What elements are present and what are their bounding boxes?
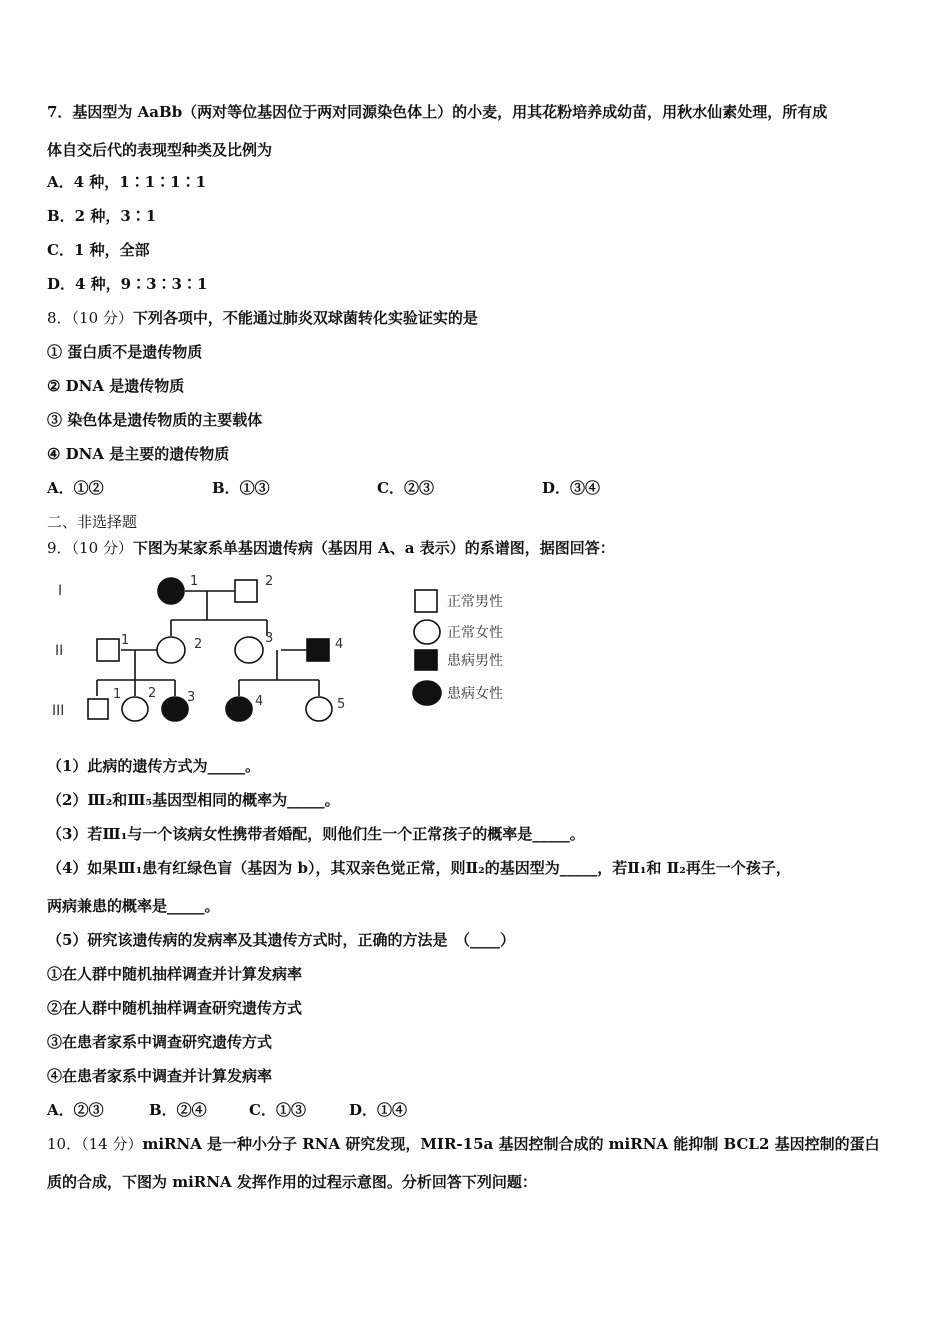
q8-option-c: C．②③ [377,479,434,497]
pedigree-iii4-affected-female [226,697,252,721]
q8-option-d: D．③④ [542,479,601,497]
pedigree-gen-label-2: II [55,643,64,659]
legend-affected-female-label: 患病女性 [447,686,503,702]
pedigree-chart [45,568,565,738]
q8-item-1: ① 蛋白质不是遗传物质 [47,343,203,361]
q9-sub5-item-4: ④在患者家系中调查并计算发病率 [47,1067,273,1085]
q9-stem-text: 下图为某家系单基因遗传病（基因用 A、a 表示）的系谱图，据图回答： [132,539,615,557]
q9-sub5: （5）研究该遗传病的发病率及其遗传方式时，正确的方法是 （____） [47,931,515,949]
q10-stem-text-1: miRNA 是一种小分子 RNA 研究发现，MIR-15a 基因控制合成的 miRNA 能抑制 BCL2 基因控制的蛋白 [142,1135,880,1153]
q9-sub2: （2）Ⅲ₂和Ⅲ₅基因型相同的概率为_____。 [47,791,340,809]
pedigree-ii3-normal-female [235,637,263,663]
q9-sub4-line1: （4）如果Ⅲ₁患有红绿色盲（基因为 b），其双亲色觉正常，则Ⅱ₂的基因型为_____，若Ⅱ₁和 Ⅱ₂再生一个孩子， [47,859,791,877]
q9-option-c: C．①③ [249,1101,306,1119]
q9-option-a: A．②③ [47,1101,104,1119]
q9-number: 9．（10 分） [47,539,133,557]
q7-option-a: A．4 种，1∶1∶1∶1 [47,173,207,191]
q9-sub5-item-3: ③在患者家系中调查研究遗传方式 [47,1033,273,1051]
q9-sub3: （3）若Ⅲ₁与一个该病女性携带者婚配，则他们生一个正常孩子的概率是_____。 [47,825,585,843]
pedigree-num-ii3: 3 [265,631,274,646]
q7-option-d: D．4 种，9∶3∶3∶1 [47,275,208,293]
legend-normal-female-label: 正常女性 [447,625,503,641]
q9-sub5-item-2: ②在人群中随机抽样调查研究遗传方式 [47,999,303,1017]
q8-item-4: ④ DNA 是主要的遗传物质 [47,445,230,463]
pedigree-i2-normal-male [235,580,257,602]
q9-option-d: D．①④ [349,1101,408,1119]
pedigree-iii5-normal-female [306,697,332,721]
q8-item-3: ③ 染色体是遗传物质的主要载体 [47,411,263,429]
q10-stem-line2: 质的合成，下图为 miRNA 发挥作用的过程示意图。分析回答下列问题： [47,1173,537,1191]
pedigree-num-i1: 1 [190,574,199,589]
q9-sub5-item-1: ①在人群中随机抽样调查并计算发病率 [47,965,303,983]
pedigree-num-iii2: 2 [148,686,157,701]
q9-stem [47,538,615,558]
q10-number: 10．（14 分） [47,1135,143,1153]
section-title: 二、非选择题 [47,513,138,531]
pedigree-ii1-normal-male [97,639,119,661]
pedigree-gen-label-1: I [58,583,63,599]
q8-option-b: B．①③ [212,479,270,497]
pedigree-num-ii1: 1 [121,633,130,648]
pedigree-ii2-normal-female [157,637,185,663]
q7-option-c: C．1 种，全部 [47,241,150,259]
q10-stem-line1 [47,1134,880,1154]
pedigree-i1-affected-female [158,578,184,604]
q9-sub1: （1）此病的遗传方式为_____。 [47,757,260,775]
q7-option-b: B．2 种，3∶1 [47,207,157,225]
pedigree-num-i2: 2 [265,574,274,589]
legend-affected-female-icon [413,681,441,705]
q8-stem-text: 下列各项中，不能通过肺炎双球菌转化实验证实的是 [132,309,478,327]
pedigree-num-ii2: 2 [194,637,203,652]
q9-sub4-line2: 两病兼患的概率是_____。 [47,897,220,915]
pedigree-num-iii3: 3 [187,690,196,705]
pedigree-gen-label-3: III [52,703,65,719]
pedigree-num-iii5: 5 [337,697,346,712]
q8-option-a: A．①② [47,479,104,497]
q7-stem-line1: 7．基因型为 AaBb（两对等位基因位于两对同源染色体上）的小麦，用其花粉培养成幼苗，用秋水仙素处理，所有成 [47,103,828,121]
pedigree-iii3-affected-female [162,697,188,721]
pedigree-num-iii4: 4 [255,694,264,709]
pedigree-num-ii4: 4 [335,637,344,652]
q7-stem-line2: 体自交后代的表现型种类及比例为 [47,141,273,159]
q8-item-2: ② DNA 是遗传物质 [47,377,185,395]
legend-affected-male-icon [415,650,437,670]
pedigree-iii1-normal-male [88,699,108,719]
legend-normal-male-label: 正常男性 [447,594,503,610]
q8-stem [47,308,478,328]
pedigree-ii4-affected-male [307,639,329,661]
legend-normal-female-icon [414,620,440,644]
q8-number: 8．（10 分） [47,309,133,327]
legend-affected-male-label: 患病男性 [447,653,503,669]
q9-option-b: B．②④ [149,1101,207,1119]
legend-normal-male-icon [415,590,437,612]
pedigree-num-iii1: 1 [113,687,122,702]
pedigree-iii2-normal-female [122,697,148,721]
